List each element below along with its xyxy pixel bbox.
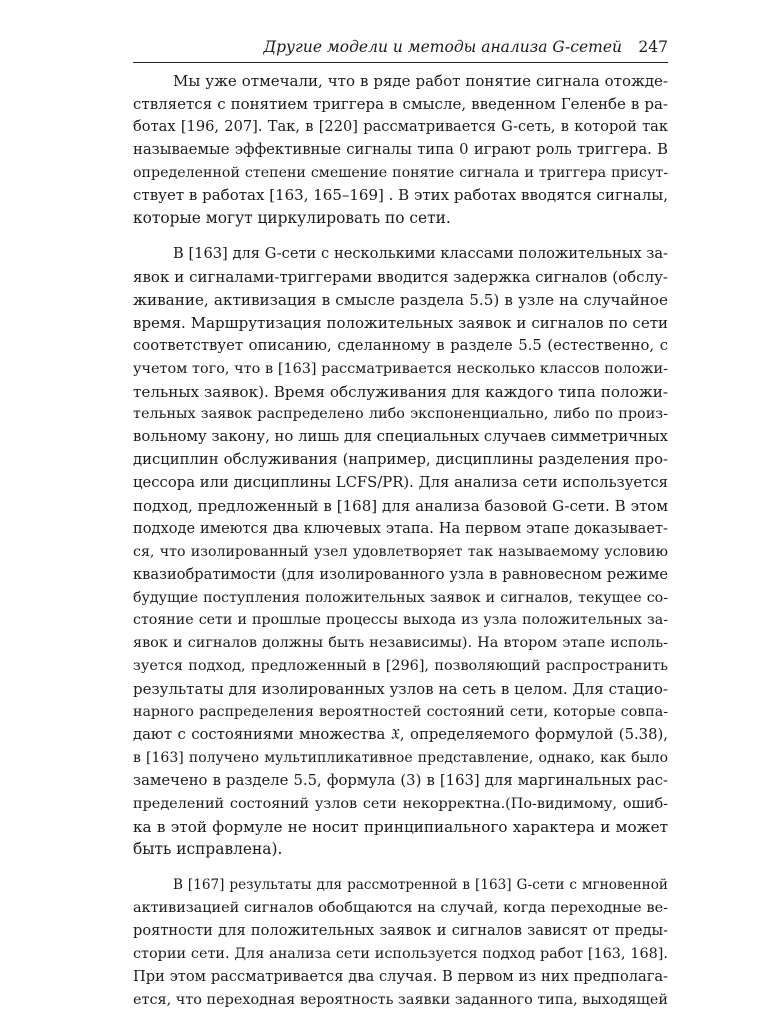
text-line: ка в этой формуле не носит принципиального характера и может (133, 817, 668, 836)
text-line: ется, что переходная вероятность заявки заданного типа, выходящей (133, 991, 668, 1008)
text-line: в [163] получено мультипликативное представление, однако, как было (133, 749, 668, 766)
text-line: дисциплин обслуживания (например, дисциплины разделения про- (133, 451, 668, 469)
text-line: ботах [196, 207]. Так, в [220] рассматривается G-сеть, в которой так (133, 117, 668, 135)
text-line: При этом рассматривается два случая. В первом из них предполага- (133, 967, 668, 985)
text-line: замечено в разделе 5.5, формула (3) в [163] для маргинальных рас- (133, 771, 668, 789)
text-line: подход, предложенный в [168] для анализа базовой G-сети. В этом (133, 497, 668, 516)
text-line: соответствует описанию, сделанному в разделе 5.5 (естественно, с (133, 336, 668, 354)
text-line: подходе имеются два ключевых этапа. На первом этапе доказывает- (133, 519, 668, 537)
text-line: роятности для положительных заявок и сигналов зависят от преды- (133, 922, 668, 940)
text-line: определенной степени смешение понятие сигнала и триггера присут- (133, 164, 668, 181)
text-line: будущие поступления положительных заявок и сигналов, текущее со- (133, 589, 668, 606)
text-line: вольному закону, но лишь для специальных случаев симметричных (133, 428, 668, 446)
running-title: Другие модели и методы анализа G-сетей (263, 38, 622, 56)
text-line: пределений состояний узлов сети некорректна.(По-видимому, ошиб- (133, 795, 668, 812)
body-text (133, 70, 668, 1012)
text-line: учетом того, что в [163] рассматривается несколько классов положи- (133, 360, 668, 377)
text-line: квазиобратимости (для изолированного узла в равновесном режиме (133, 565, 668, 583)
running-head (133, 36, 668, 63)
text-line: нарного распределения вероятностей состояний сети, которые совпа- (133, 704, 668, 721)
text-line: стории сети. Для анализа сети используется подход работ [163, 168]. (133, 945, 668, 962)
text-line: ствляется с понятием триггера в смысле, введенном Геленбе в ра- (133, 94, 668, 113)
text-line: В [167] результаты для рассмотренной в [163] G-сети с мгновенной (173, 877, 668, 894)
text-line: В [163] для G-сети с несколькими классами положительных за- (173, 245, 668, 263)
text-line: результаты для изолированных узлов на сеть в целом. Для стацио- (133, 680, 668, 699)
text-line: зуется подход, предложенный в [296], позволяющий распространить (133, 658, 668, 675)
page-number: 247 (638, 38, 668, 56)
text-line: явок и сигналами-триггерами вводится задержка сигналов (обслу- (133, 268, 668, 287)
paragraph-3 (133, 874, 668, 1011)
text-line: цессора или дисциплины LCFS/PR). Для анализа сети используется (133, 474, 668, 492)
text-line: ствует в работах [163, 165–169] . В этих работах вводятся сигналы, (133, 186, 668, 205)
text-line: время. Маршрутизация положительных заявок и сигналов по сети (133, 313, 668, 332)
text-line: которые могут циркулировать по сети. (133, 209, 451, 228)
paragraph-1 (133, 70, 668, 230)
text-line: Мы уже отмечали, что в ряде работ понятие сигнала отожде- (173, 72, 668, 90)
text-line: явок и сигналов должны быть независимы). На втором этапе исполь- (133, 635, 668, 652)
text-line: дают с состояниями множества 𝔛, определяемого формулой (5.38), (133, 725, 668, 743)
text-line: называемые эффективные сигналы типа 0 играют роль триггера. В (133, 140, 668, 158)
text-line: тельных заявок). Время обслуживания для каждого типа положи- (133, 382, 668, 401)
text-line: активизацией сигналов обобщаются на случай, когда переходные ве- (133, 900, 668, 917)
text-line: стояние сети и прошлые процессы выхода из узла положительных за- (133, 612, 668, 629)
text-line: тельных заявок распределено либо экспоненциально, либо по произ- (133, 406, 668, 423)
text-line: живание, активизация в смысле раздела 5.5) в узле на случайное (133, 291, 668, 310)
paragraph-2 (133, 243, 668, 861)
text-line: быть исправлена). (133, 840, 283, 859)
text-line: ся, что изолированный узел удовлетворяет так называемому условию (133, 543, 668, 560)
